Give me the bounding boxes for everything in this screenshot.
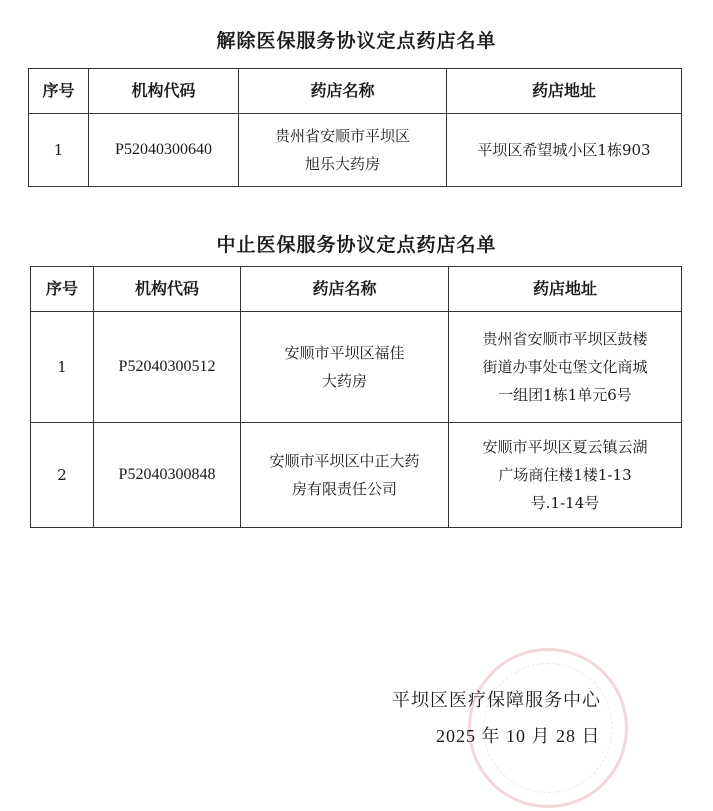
cell-no: 1 (29, 114, 89, 187)
cell-no: 1 (31, 312, 94, 423)
address-line: 一组团1栋1单元6号 (498, 386, 632, 404)
issue-date: 2025 年 10 月 28 日 (436, 726, 601, 746)
table-row (31, 423, 682, 528)
header-address: 药店地址 (447, 69, 682, 114)
cell-address (449, 423, 682, 528)
name-line: 安顺市平坝区中正大药 (269, 452, 420, 470)
address-line: 贵州省安顺市平坝区鼓楼 (482, 330, 648, 348)
cell-code: P52040300848 (94, 423, 241, 528)
name-line: 房有限责任公司 (291, 480, 397, 498)
cell-code: P52040300512 (94, 312, 241, 423)
cell-no: 2 (31, 423, 94, 528)
address-line: 平坝区希望城小区1栋903 (477, 141, 651, 159)
address-line: 号.1-14号 (530, 494, 600, 512)
cell-address (447, 114, 682, 187)
header-no: 序号 (29, 69, 89, 114)
name-line: 大药房 (321, 372, 367, 390)
header-no: 序号 (31, 267, 94, 312)
name-line: 安顺市平坝区福佳 (284, 344, 405, 362)
header-name: 药店名称 (239, 69, 447, 114)
name-line: 贵州省安顺市平坝区 (274, 127, 410, 145)
table-row (31, 312, 682, 423)
address-line: 安顺市平坝区夏云镇云湖 (482, 438, 648, 456)
cell-name (241, 312, 449, 423)
cell-code: P52040300640 (89, 114, 239, 187)
table-header-row (29, 69, 682, 114)
table-row (29, 114, 682, 187)
terminated-pharmacy-table (28, 68, 682, 187)
table-header-row (31, 267, 682, 312)
header-code: 机构代码 (94, 267, 241, 312)
section2-title: 中止医保服务协议定点药店名单 (216, 234, 497, 256)
cell-address (449, 312, 682, 423)
header-code: 机构代码 (89, 69, 239, 114)
section1-title: 解除医保服务协议定点药店名单 (216, 30, 497, 52)
suspended-pharmacy-table (30, 266, 682, 528)
cell-name (239, 114, 447, 187)
header-address: 药店地址 (449, 267, 682, 312)
cell-name (241, 423, 449, 528)
header-name: 药店名称 (241, 267, 449, 312)
issuing-organization: 平坝区医疗保障服务中心 (392, 690, 601, 711)
address-line: 广场商住楼1楼1-13 (498, 466, 632, 484)
address-line: 街道办事处屯堡文化商城 (482, 358, 648, 376)
name-line: 旭乐大药房 (304, 155, 380, 173)
